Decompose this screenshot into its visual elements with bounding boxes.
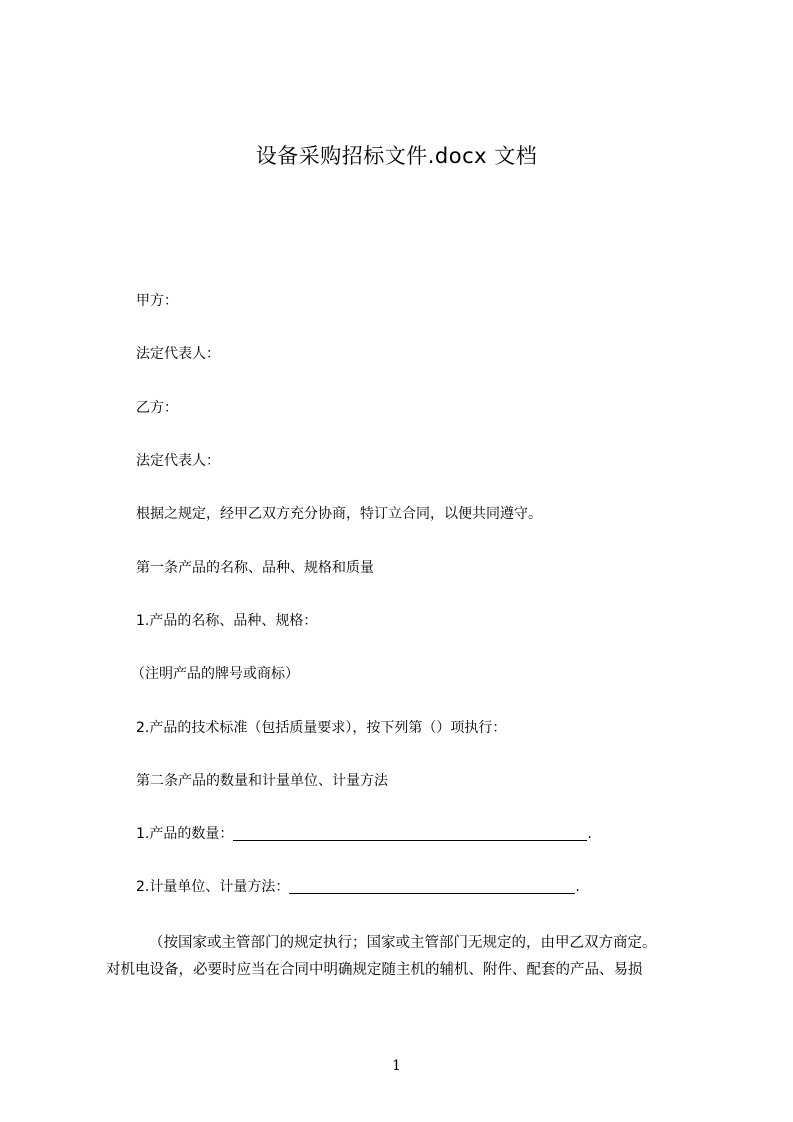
quantity-blank	[233, 826, 587, 841]
paragraph-line-2: 对机电设备，必要时应当在合同中明确规定随主机的辅机、附件、配套的产品、易损	[106, 962, 643, 978]
preamble-text: 根据之规定，经甲乙双方充分协商，特订立合同，以便共同遵守。	[136, 506, 542, 522]
document-title: 设备采购招标文件.docx 文档	[255, 144, 538, 168]
measurement-fill-line	[136, 877, 580, 897]
party-a-label: 甲方：	[136, 293, 178, 309]
article-one-heading: 第一条产品的名称、品种、规格和质量	[136, 560, 374, 576]
technical-standard-clause: 2.产品的技术标准（包括质量要求），按下列第（）项执行：	[136, 720, 507, 736]
measurement-end-mark: .	[575, 879, 580, 895]
measurement-blank	[289, 879, 575, 894]
quantity-fill-line	[136, 824, 592, 844]
product-name-clause: 1.产品的名称、品种、规格：	[136, 613, 318, 629]
measurement-label: 2.计量单位、计量方法：	[136, 879, 290, 895]
measurement-note-paragraph	[106, 930, 706, 984]
party-b-representative-label: 法定代表人：	[136, 453, 220, 469]
party-b-label: 乙方：	[136, 400, 178, 416]
party-a-representative-label: 法定代表人：	[136, 346, 220, 362]
article-two-heading: 第二条产品的数量和计量单位、计量方法	[136, 773, 388, 789]
paragraph-line-1: （按国家或主管部门的规定执行；国家或主管部门无规定的，由甲乙双方商定。	[149, 935, 657, 951]
quantity-label: 1.产品的数量：	[136, 826, 234, 842]
quantity-end-mark: .	[587, 826, 592, 842]
page-number: 1	[392, 1058, 401, 1074]
brand-note: （注明产品的牌号或商标）	[131, 666, 299, 682]
